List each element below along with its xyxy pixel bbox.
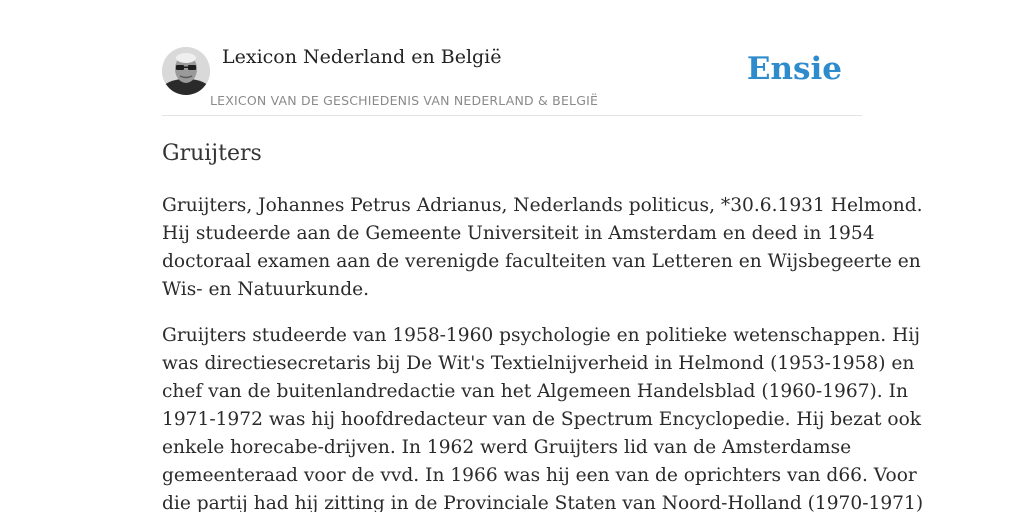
article xyxy=(162,139,924,512)
paragraph-line: die partij had hij zitting in de Provinciale Staten van Noord-Holland (1970-1971) xyxy=(162,493,924,512)
avatar-portrait-image xyxy=(162,47,210,95)
paragraph-line: gemeenteraad voor de vvd. In 1966 was hij een van de oprichters van d66. Voor xyxy=(162,465,917,486)
site-header xyxy=(162,0,862,116)
paragraph-line: Hij studeerde aan de Gemeente Universiteit in Amsterdam en deed in 1954 xyxy=(162,223,875,244)
article-paragraph-2 xyxy=(162,322,924,512)
paragraph-line: Gruijters, Johannes Petrus Adrianus, Nederlands politicus, *30.6.1931 Helmond. xyxy=(162,195,923,216)
author-avatar[interactable] xyxy=(162,47,210,95)
paragraph-line: doctoraal examen aan de verenigde faculteiten van Letteren en Wijsbegeerte en xyxy=(162,251,921,272)
ensie-logo[interactable]: Ensie xyxy=(746,51,842,87)
paragraph-line: Gruijters studeerde van 1958-1960 psychologie en politieke wetenschappen. Hij xyxy=(162,325,920,346)
article-title: Gruijters xyxy=(162,141,262,166)
paragraph-line: Wis- en Natuurkunde. xyxy=(162,279,370,300)
paragraph-line: 1971-1972 was hij hoofdredacteur van de Spectrum Encyclopedie. Hij bezat ook xyxy=(162,409,922,430)
site-name[interactable]: Lexicon Nederland en België xyxy=(222,46,502,68)
paragraph-line: chef van de buitenlandredactie van het Algemeen Handelsblad (1960-1967). In xyxy=(162,381,908,402)
article-paragraph-1 xyxy=(162,192,923,304)
paragraph-line: was directiesecretaris bij De Wit's Textielnijverheid in Helmond (1953-1958) en xyxy=(162,353,915,374)
paragraph-line: enkele horecabe-drijven. In 1962 werd Gruijters lid van de Amsterdamse xyxy=(162,437,852,458)
site-subtitle: LEXICON VAN DE GESCHIEDENIS VAN NEDERLAND & BELGIË xyxy=(210,93,599,108)
